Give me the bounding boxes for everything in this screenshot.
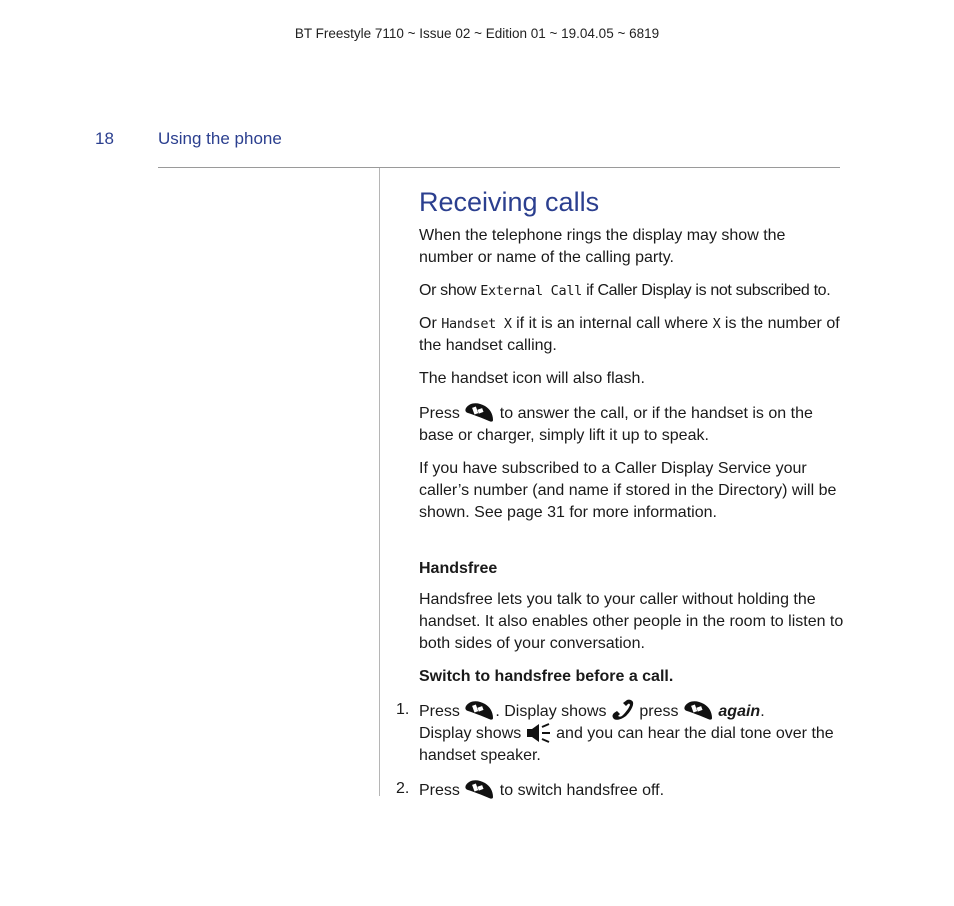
section-title: Using the phone — [158, 129, 282, 148]
handsfree-heading: Handsfree — [419, 560, 498, 577]
page-number: 18 — [95, 129, 114, 148]
paragraph-internal-call — [419, 313, 844, 357]
page-heading: Receiving calls — [419, 187, 600, 217]
paragraph-caller-display: If you have subscribed to a Caller Display Service your caller’s number (and name if stored in the Directory) will be shown. See page 31 for more information. — [419, 460, 837, 521]
speaker-icon — [526, 723, 552, 743]
text: is the number of the handset calling. — [419, 315, 840, 354]
text: press — [634, 703, 683, 720]
paragraph-external-call — [419, 280, 844, 302]
text: Or — [419, 315, 442, 332]
main-content — [396, 185, 844, 813]
paragraph-intro: When the telephone rings the display may show the number or name of the calling party. — [419, 227, 786, 266]
emphasis-again: again — [718, 703, 761, 720]
column-divider — [379, 168, 380, 796]
display-text-external-call: External Call — [480, 283, 582, 299]
display-text-x: X — [712, 316, 721, 332]
text: Press — [419, 405, 465, 422]
text: Display shows — [419, 725, 526, 742]
text: Press — [419, 782, 465, 799]
text: Or show — [419, 282, 481, 299]
list-item — [396, 699, 844, 767]
step-number: 1. — [396, 701, 410, 718]
handsfree-talk-key-icon — [464, 401, 495, 423]
text: Press — [419, 703, 465, 720]
paragraph-flash: The handset icon will also flash. — [419, 370, 645, 387]
paragraph-answer — [419, 401, 844, 447]
text: and you can hear the dial tone over the handset speaker. — [419, 725, 834, 764]
steps-list — [396, 699, 844, 802]
list-item — [396, 778, 844, 802]
handsfree-subheading: Switch to handsfree before a call. — [419, 668, 674, 685]
phone-receiver-icon — [611, 699, 635, 721]
document-header: BT Freestyle 7110 ~ Issue 02 ~ Edition 01 ~ 19.04.05 ~ 6819 — [294, 26, 660, 41]
display-text-handset: Handset X — [441, 316, 512, 332]
text: . — [760, 703, 765, 720]
handsfree-talk-key-icon — [683, 699, 714, 721]
paragraph-handsfree-intro: Handsfree lets you talk to your caller without holding the handset. It also enables other people in the room to listen to both sides of your conversation. — [419, 591, 844, 652]
text: . Display shows — [495, 703, 611, 720]
text: if Caller Display is not subscribed to. — [581, 282, 831, 299]
text: to answer the call, or if the handset is on the base or charger, simply lift it up to speak. — [419, 405, 813, 444]
step-number: 2. — [396, 780, 410, 797]
text: if it is an internal call where — [511, 315, 713, 332]
header-rule — [158, 167, 840, 168]
handsfree-talk-key-icon — [464, 699, 495, 721]
text: to switch handsfree off. — [495, 782, 665, 799]
handsfree-talk-key-icon — [464, 778, 495, 800]
